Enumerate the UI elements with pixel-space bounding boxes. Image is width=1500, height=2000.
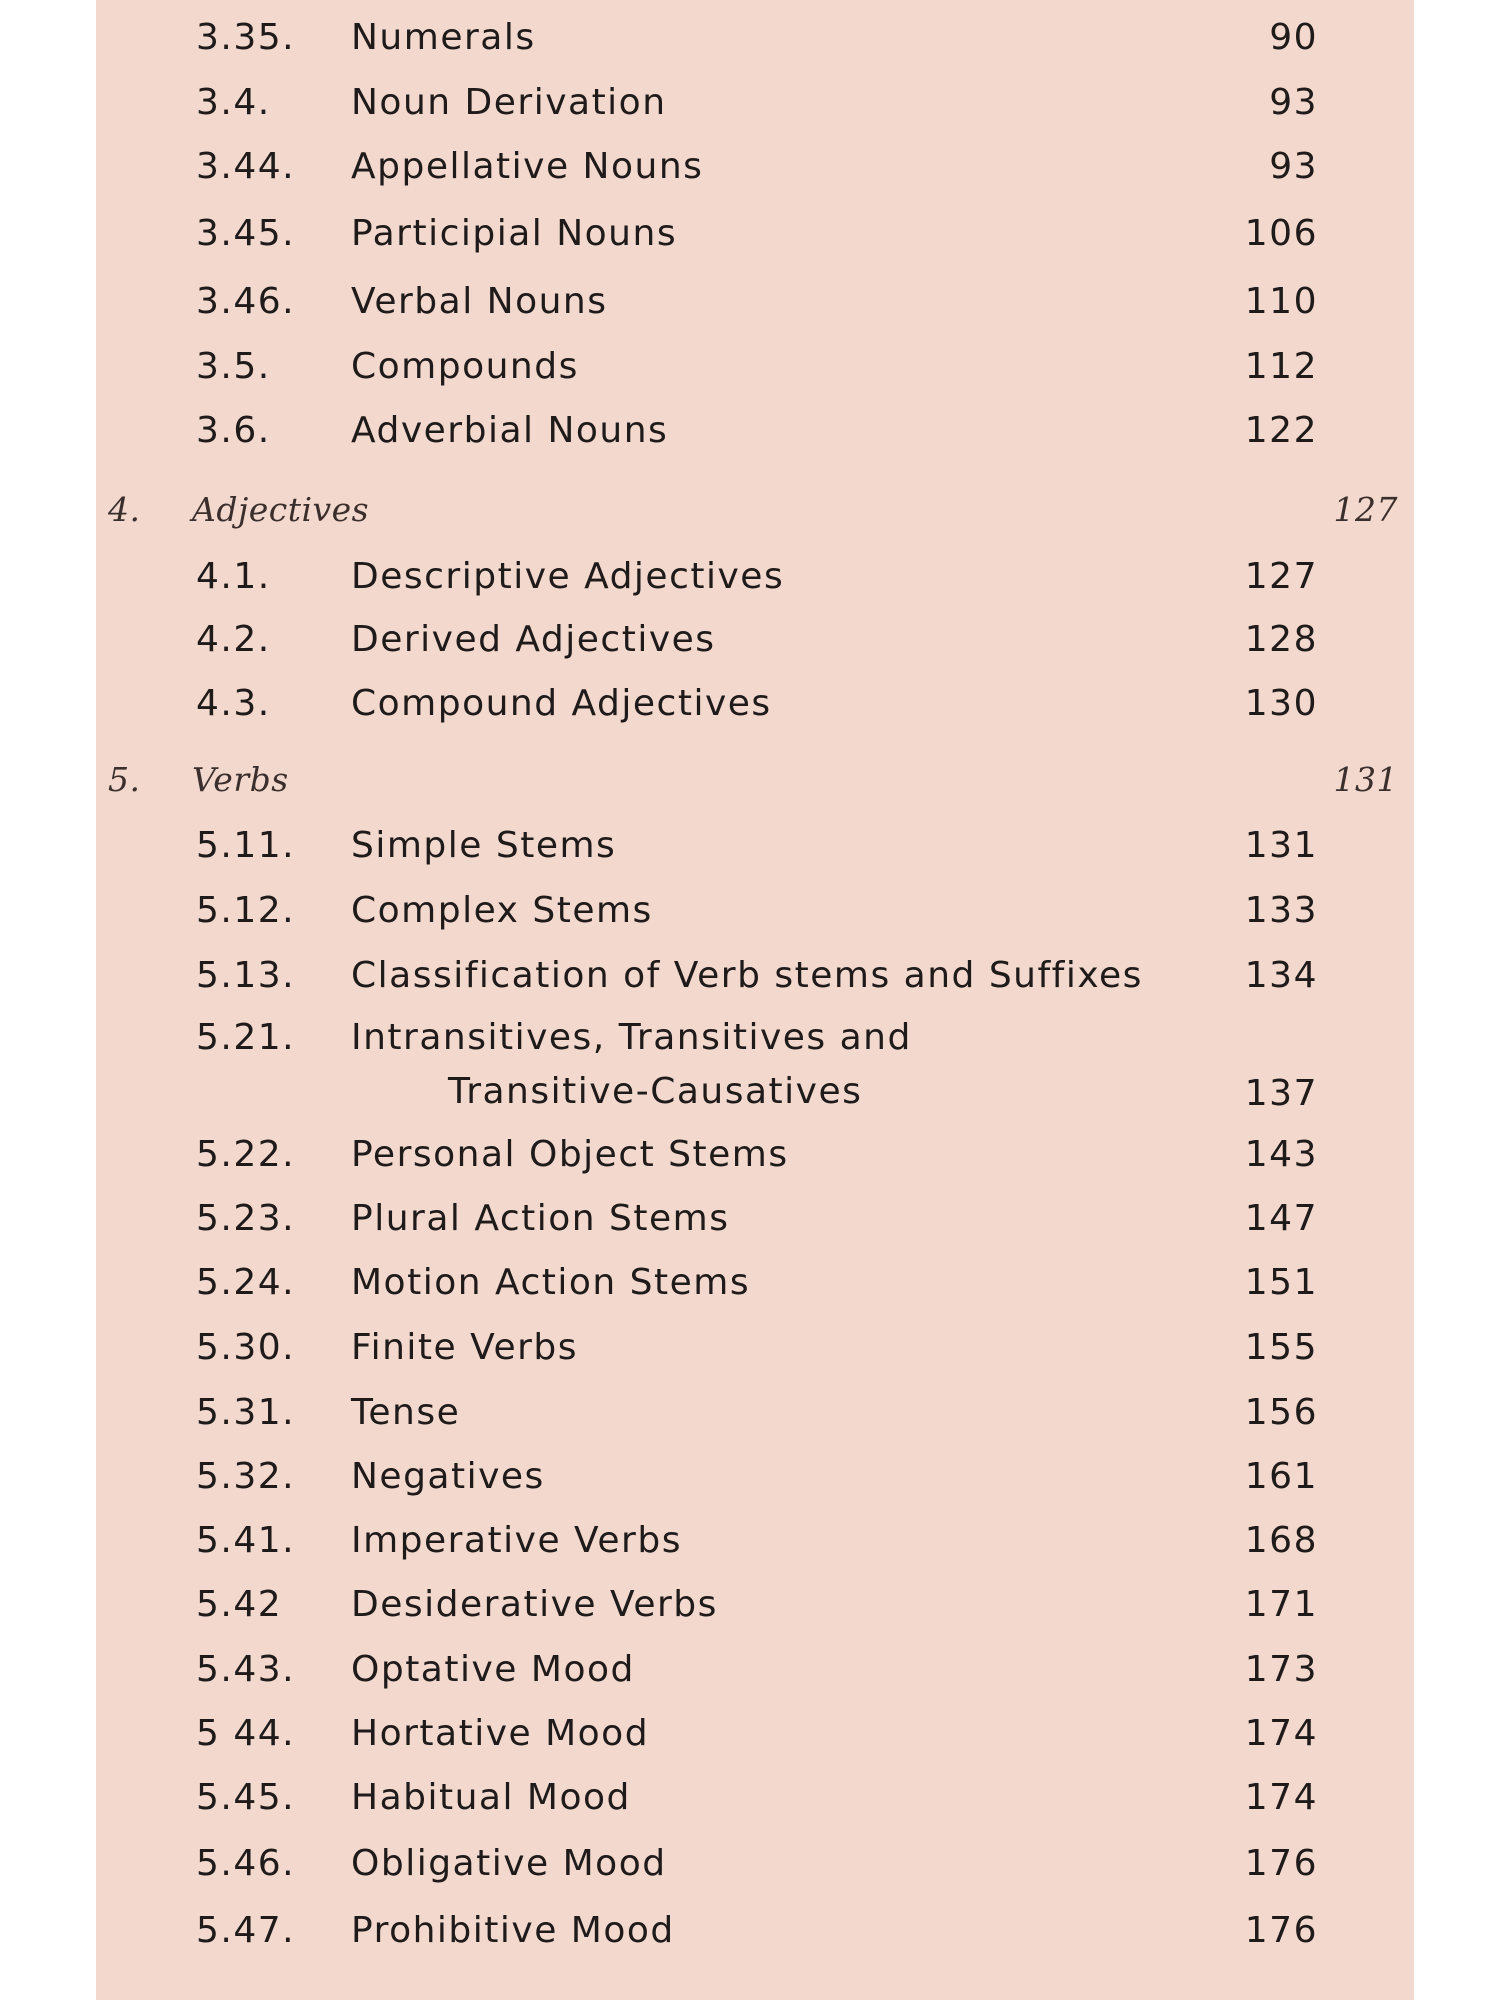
entry-title: Classification of Verb stems and Suffixes — [351, 955, 1143, 996]
entry-page: 156 — [1244, 1392, 1318, 1433]
entry-number: 3.35. — [196, 17, 296, 58]
entry-number: 5.21. — [196, 1017, 296, 1058]
entry-title: Negatives — [351, 1456, 545, 1497]
entry-number: 5.46. — [196, 1843, 296, 1884]
entry-title: Numerals — [351, 17, 536, 58]
entry-number: 5.11. — [196, 825, 296, 866]
entry-number: 5.47. — [196, 1910, 296, 1951]
toc-entry — [96, 1583, 1414, 1643]
entry-page: 137 — [1244, 1073, 1318, 1114]
entry-title: Optative Mood — [351, 1649, 635, 1690]
book-page — [96, 0, 1414, 2000]
toc-entry — [96, 954, 1414, 1014]
toc-entry — [96, 81, 1414, 141]
entry-number: 5.23. — [196, 1198, 296, 1239]
toc-entry — [96, 1261, 1414, 1321]
chapter-page: 131 — [1333, 760, 1398, 799]
toc-entry — [96, 1712, 1414, 1772]
toc-entry — [96, 1909, 1414, 1969]
entry-title: Finite Verbs — [351, 1327, 579, 1368]
entry-title: Obligative Mood — [351, 1843, 667, 1884]
entry-number: 4.2. — [196, 619, 271, 660]
entry-page: 143 — [1244, 1134, 1318, 1175]
toc-entry — [96, 1648, 1414, 1708]
entry-title: Derived Adjectives — [351, 619, 716, 660]
chapter-title: Verbs — [192, 760, 289, 799]
toc-entry — [96, 682, 1414, 742]
entry-title: Compound Adjectives — [351, 683, 772, 724]
entry-title-continued: Transitive-Causatives — [448, 1071, 863, 1112]
entry-number: 5 44. — [196, 1713, 296, 1754]
entry-page: 147 — [1244, 1198, 1318, 1239]
toc-entry — [96, 618, 1414, 678]
toc-entry — [96, 1391, 1414, 1451]
entry-number: 3.44. — [196, 146, 296, 187]
entry-page: 174 — [1244, 1777, 1318, 1818]
toc-entry — [96, 212, 1414, 272]
entry-title: Motion Action Stems — [351, 1262, 751, 1303]
entry-title: Compounds — [351, 346, 579, 387]
entry-title: Desiderative Verbs — [351, 1584, 718, 1625]
entry-page: 176 — [1244, 1910, 1318, 1951]
entry-page: 134 — [1244, 955, 1318, 996]
entry-number: 5.13. — [196, 955, 296, 996]
entry-title: Descriptive Adjectives — [351, 556, 785, 597]
entry-page: 133 — [1244, 890, 1318, 931]
entry-number: 3.6. — [196, 410, 271, 451]
toc-entry — [96, 1455, 1414, 1515]
entry-title: Prohibitive Mood — [351, 1910, 675, 1951]
entry-page: 90 — [1269, 17, 1318, 58]
entry-title: Appellative Nouns — [351, 146, 704, 187]
entry-number: 3.4. — [196, 82, 271, 123]
entry-title: Adverbial Nouns — [351, 410, 669, 451]
entry-page: 173 — [1244, 1649, 1318, 1690]
entry-title: Tense — [351, 1392, 461, 1433]
entry-number: 5.30. — [196, 1327, 296, 1368]
entry-page: 93 — [1269, 146, 1318, 187]
entry-page: 161 — [1244, 1456, 1318, 1497]
entry-page: 110 — [1244, 281, 1318, 322]
entry-number: 3.5. — [196, 346, 271, 387]
entry-title: Intransitives, Transitives and — [351, 1017, 912, 1058]
toc-entry — [96, 345, 1414, 405]
entry-page: 131 — [1244, 825, 1318, 866]
entry-page: 155 — [1244, 1327, 1318, 1368]
toc-entry — [96, 1133, 1414, 1193]
entry-page: 127 — [1244, 556, 1318, 597]
entry-title: Verbal Nouns — [351, 281, 608, 322]
toc-entry — [96, 280, 1414, 340]
entry-number: 5.41. — [196, 1520, 296, 1561]
entry-page: 122 — [1244, 410, 1318, 451]
toc-entry — [96, 1197, 1414, 1257]
entry-title: Plural Action Stems — [351, 1198, 730, 1239]
toc-chapter-adjectives — [96, 488, 1414, 548]
toc-entry — [96, 145, 1414, 205]
toc-chapter-verbs — [96, 758, 1414, 818]
entry-page: 171 — [1244, 1584, 1318, 1625]
toc-entry — [96, 889, 1414, 949]
entry-page: 176 — [1244, 1843, 1318, 1884]
toc-entry-two-line — [96, 1016, 1414, 1136]
entry-title: Complex Stems — [351, 890, 653, 931]
entry-page: 130 — [1244, 683, 1318, 724]
entry-number: 4.1. — [196, 556, 271, 597]
entry-number: 5.22. — [196, 1134, 296, 1175]
toc-entry — [96, 1519, 1414, 1579]
entry-number: 5.42 — [196, 1584, 283, 1625]
entry-page: 112 — [1244, 346, 1318, 387]
entry-title: Habitual Mood — [351, 1777, 631, 1818]
entry-number: 5.31. — [196, 1392, 296, 1433]
entry-title: Simple Stems — [351, 825, 617, 866]
entry-number: 4.3. — [196, 683, 271, 724]
entry-title: Hortative Mood — [351, 1713, 650, 1754]
chapter-number: 4. — [108, 490, 141, 529]
entry-number: 5.43. — [196, 1649, 296, 1690]
entry-title: Personal Object Stems — [351, 1134, 789, 1175]
toc-entry — [96, 16, 1414, 76]
entry-page: 106 — [1244, 213, 1318, 254]
entry-page: 151 — [1244, 1262, 1318, 1303]
toc-entry — [96, 555, 1414, 615]
entry-number: 5.32. — [196, 1456, 296, 1497]
entry-page: 128 — [1244, 619, 1318, 660]
entry-number: 5.12. — [196, 890, 296, 931]
toc-entry — [96, 1842, 1414, 1902]
entry-title: Participial Nouns — [351, 213, 678, 254]
entry-title: Noun Derivation — [351, 82, 667, 123]
toc-entry — [96, 824, 1414, 884]
entry-title: Imperative Verbs — [351, 1520, 682, 1561]
entry-page: 168 — [1244, 1520, 1318, 1561]
chapter-page: 127 — [1333, 490, 1398, 529]
chapter-title: Adjectives — [192, 490, 370, 529]
entry-number: 3.46. — [196, 281, 296, 322]
chapter-number: 5. — [108, 760, 141, 799]
entry-number: 5.45. — [196, 1777, 296, 1818]
entry-number: 3.45. — [196, 213, 296, 254]
entry-number: 5.24. — [196, 1262, 296, 1303]
toc-entry — [96, 1326, 1414, 1386]
entry-page: 93 — [1269, 82, 1318, 123]
toc-entry — [96, 409, 1414, 469]
toc-entry — [96, 1776, 1414, 1836]
entry-page: 174 — [1244, 1713, 1318, 1754]
